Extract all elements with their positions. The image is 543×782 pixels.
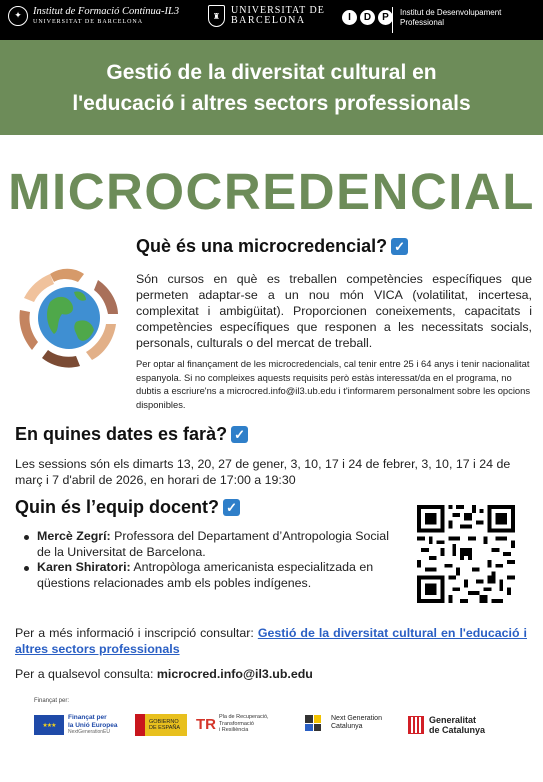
eu-logo: [34, 714, 117, 737]
section-dates-heading: [15, 424, 248, 445]
idp-letter-i: I: [342, 10, 357, 25]
il3-name: Institut de Formació Contínua-IL3: [33, 6, 180, 18]
microcredencial-description: Són cursos en què es treballen competències específiques que permeten adaptar-se a un nou món VICA (volatilitat, incertesa, complexitat i ambigüitat). Proporcionen coneixements, capacitats i competències específiques que responen a les necessitats socials, personals, culturals o del mercat de treball.: [136, 272, 532, 350]
prtr-logo: [196, 714, 269, 734]
funding-note: Per optar al finançament de les microcredencials, cal tenir entre 25 i 64 anys i tenir nacionalitat espanyola. Si no compleixes aquests requisits però estàs interessat/da en el programa, no dubtis a escriure'ns a microcred.info@il3.ub.edu i t'informarem personalment sobre les opcions disponibles.: [136, 358, 531, 410]
next-generation-catalunya-logo: [305, 715, 382, 731]
teacher-list: [22, 529, 392, 591]
ngc-squares-icon: [305, 715, 321, 731]
eu-line3: NextGenerationEU: [68, 729, 110, 735]
checkbox-icon: ✓: [391, 238, 408, 255]
spain-government-logo: GOBIERNO DE ESPAÑA: [135, 714, 187, 736]
more-info: [15, 625, 527, 657]
il3-university: UNIVERSITAT DE BARCELONA: [33, 19, 144, 26]
prtr-line1: Pla de Recuperació,: [219, 714, 269, 721]
il3-logo: [8, 6, 179, 26]
funder-logos: [0, 712, 543, 742]
course-title-line1: Gestió de la diversitat cultural en: [106, 60, 437, 84]
eu-line1: Finançat per: [68, 714, 107, 721]
globe-hands-icon: [10, 262, 128, 374]
course-link[interactable]: Gestió de la diversitat cultural en l'educació i altres sectors professionals: [15, 626, 527, 656]
eu-flag-icon: ★★★: [34, 715, 64, 735]
section-dates-heading-text: En quines dates es farà?: [15, 424, 228, 444]
ub-logo: [208, 5, 325, 27]
gen-line2: de Catalunya: [429, 725, 486, 735]
idp-line1: Institut de Desenvolupament: [400, 8, 502, 17]
checkbox-icon: ✓: [223, 499, 240, 516]
qr-code[interactable]: [417, 505, 515, 603]
prtr-line2: Transformació: [219, 720, 254, 727]
teacher-name: Mercè Zegrí:: [37, 529, 111, 543]
section-what-heading-text: Què és una microcredencial?: [136, 236, 388, 256]
senyera-icon: [408, 716, 424, 734]
funded-by-label: Finançat per:: [34, 698, 70, 704]
section-what-heading: [136, 236, 408, 257]
section-team-heading: [15, 497, 240, 518]
teacher-description: Antropòloga americanista especialitzada en qüestions relacionades amb els pobles indígenes.: [37, 560, 374, 590]
ngc-line2: Catalunya: [331, 723, 363, 730]
tr-icon: TR: [196, 715, 216, 733]
teacher-name: Karen Shiratori:: [37, 560, 131, 574]
ub-shield-icon: ♜: [208, 5, 225, 27]
ub-line1: UNIVERSITAT DE: [231, 4, 325, 16]
prtr-line3: i Resiliència: [219, 727, 249, 734]
teacher-item: [22, 560, 392, 591]
teacher-item: [22, 529, 392, 560]
idp-logo: [342, 10, 393, 25]
ngc-line1: Next Generation: [331, 715, 382, 722]
generalitat-logo: [408, 715, 485, 735]
microcredencial-title: MICROCREDENCIAL: [8, 163, 535, 220]
course-title-banner: [0, 40, 543, 135]
idp-letter-p: P: [378, 10, 393, 25]
teacher-description: Professora del Departament d’Antropologia Social de la Universitat de Barcelona.: [37, 529, 389, 559]
course-title-line2: l'educació i altres sectors professionals: [72, 91, 471, 115]
gen-line1: Generalitat: [429, 715, 477, 725]
ub-seal-icon: ✦: [8, 6, 28, 26]
idp-letter-d: D: [360, 10, 375, 25]
checkbox-icon: ✓: [231, 426, 248, 443]
contact-email[interactable]: microcred.info@il3.ub.edu: [156, 667, 313, 681]
contact-label: Per a qualsevol consulta:: [15, 667, 154, 681]
more-info-text: Per a més informació i inscripció consultar:: [15, 626, 254, 640]
ub-line2: BARCELONA: [231, 15, 306, 26]
idp-line2: Professional: [400, 18, 445, 28]
header-divider: [392, 7, 393, 33]
idp-name: [400, 8, 501, 29]
eu-line2: la Unió Europea: [68, 721, 118, 729]
section-team-heading-text: Quin és l’equip docent?: [15, 497, 220, 517]
top-header-bar: [0, 0, 543, 40]
dates-description: Les sessions són els dimarts 13, 20, 27 de gener, 3, 10, 17 i 24 de febrer, 3, 10, 17 i 24 de març i 7 d'abril de 2026, en horari de 17:00 a 19:30: [15, 457, 511, 487]
contact-line: [15, 667, 313, 681]
